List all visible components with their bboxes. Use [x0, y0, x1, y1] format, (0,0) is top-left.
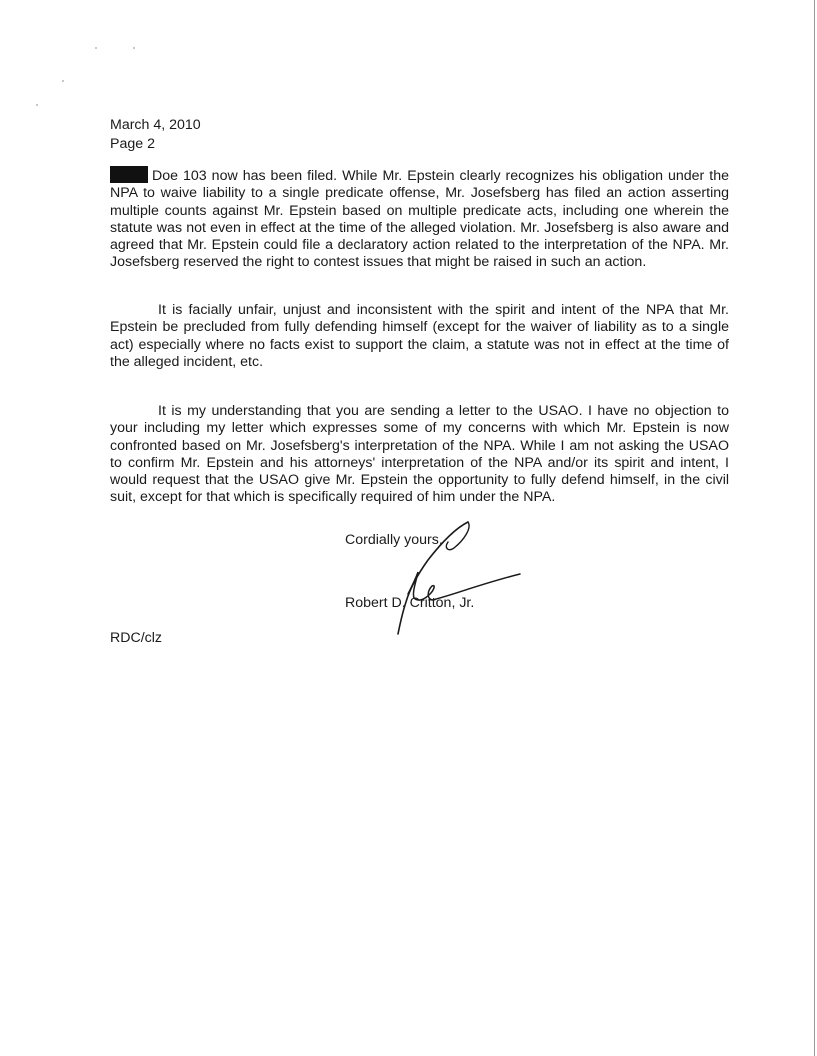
letter-header — [110, 116, 201, 154]
page-number: Page 2 — [110, 136, 155, 152]
scan-speck — [133, 47, 135, 49]
paragraph-3-text: It is my understanding that you are sending a letter to the USAO. I have no objection to your including my letter which expresses some of my concerns with which Mr. Epstein is now confronted based on Mr. Josefsberg's interpretation of the NPA. While I am not asking the USAO to confirm Mr. Epstein and his attorneys' interpretation of the NPA and/or its spirit and intent, I would request that the USAO give Mr. Epstein the opportunity to fully defend himself, in the civil suit, except for that which is specifically required of him under the NPA. — [110, 403, 729, 506]
paragraph-2-text: It is facially unfair, unjust and inconsistent with the spirit and intent of the NPA that Mr. Epstein be precluded from fully defending himself (except for the waiver of liability as to a single act) especially where no facts exist to support the claim, a statute was not in effect at the time of the alleged incident, etc. — [110, 302, 729, 370]
scan-edge-line — [814, 0, 815, 1056]
letter-date: March 4, 2010 — [110, 117, 201, 133]
redaction-block — [110, 166, 148, 183]
paragraph-1 — [110, 166, 729, 272]
paragraph-3 — [110, 403, 729, 507]
signer-name: Robert D. Critton, Jr. — [345, 595, 475, 611]
paragraph-2 — [110, 302, 729, 371]
closing-salutation: Cordially yours, — [345, 532, 443, 548]
handwritten-signature — [360, 518, 540, 638]
scan-speck — [62, 80, 64, 82]
scan-speck — [95, 47, 97, 49]
paragraph-1-text: Doe 103 now has been filed. While Mr. Epstein clearly recognizes his obligation under the NPA to waive liability to a single predicate offense, Mr. Josefsberg has filed an action asserting multiple counts against Mr. Epstein based on multiple predicate acts, including one wherein the statute was not even in effect at the time of the alleged violation. Mr. Josefsberg is also aware and agreed that Mr. Epstein could file a declaratory action related to the interpretation of the NPA. Mr. Josefsberg reserved the right to contest issues that might be raised in such an action. — [110, 168, 729, 271]
scan-speck — [36, 104, 38, 106]
reference-initials: RDC/clz — [110, 630, 163, 646]
